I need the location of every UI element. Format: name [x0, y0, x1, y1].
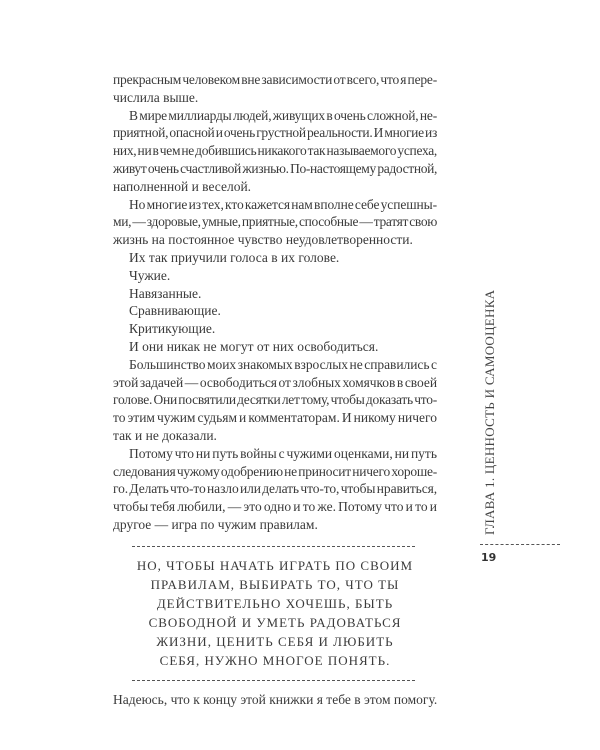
text-line: Потому что ни путь войны с чужими оценками, ни путь: [129, 445, 437, 461]
text-line: приятной, опасной и очень грустной реальности. И многие из: [113, 125, 437, 141]
quote-bottom-divider: [132, 680, 415, 681]
text-line: так и не доказали.: [113, 427, 217, 443]
pull-quote: [113, 556, 437, 670]
text-line: голове. Они посвятили десятки лет тому, чтобы доказать что-: [113, 392, 437, 408]
text-line: ми, — здоровые, умные, приятные, способные — тратят свою: [113, 214, 437, 230]
text-line: Навязанные.: [129, 285, 202, 301]
quote-line: СВОБОДНОЙ И УМЕТЬ РАДОВАТЬСЯ: [148, 615, 402, 630]
text-line: Сравнивающие.: [129, 303, 221, 319]
body-text: [113, 71, 437, 534]
text-line: прекрасным человеком вне зависимости от всего, что я пере-: [113, 72, 437, 87]
text-line: Их так приучили голоса в их голове.: [129, 249, 340, 265]
quote-line: ПРАВИЛАМ, ВЫБИРАТЬ ТО, ЧТО ТЫ: [150, 577, 400, 592]
text-line: то этим чужим судьям и комментаторам. И никому ничего: [113, 410, 437, 426]
page-number: 19: [481, 551, 497, 564]
text-line: наполненной и веселой.: [113, 178, 252, 194]
closing-paragraph: Надеюсь, что к концу этой книжки я тебе в этом помогу.: [113, 692, 438, 707]
text-line: числила выше.: [113, 89, 199, 105]
text-line: следования чужому одобрению не приносит ничего хороше-: [113, 463, 437, 479]
quote-top-divider: [132, 546, 415, 547]
text-line: жизнь на постоянное чувство неудовлетворенности.: [113, 232, 413, 248]
quote-line: ДЕЙСТВИТЕЛЬНО ХОЧЕШЬ, БЫТЬ: [156, 596, 394, 611]
text-line: другое — игра по чужим правилам.: [113, 516, 318, 532]
text-line: го. Делать что-то назло или делать что-то, чтобы нравиться,: [113, 481, 437, 497]
text-line: И они никак не могут от них освободиться.: [129, 338, 379, 354]
text-line: Чужие.: [129, 267, 171, 283]
text-line: них, ни в чем не добившись никакого так называемого успеха,: [113, 143, 437, 159]
text-line: этой задачей — освободиться от злобных хомячков в своей: [113, 374, 437, 390]
text-line: Критикующие.: [129, 321, 216, 337]
running-head: ГЛАВА 1. ЦЕННОСТЬ И САМООЦЕНКА: [482, 289, 497, 535]
quote-line: ЖИЗНИ, ЦЕНИТЬ СЕБЯ И ЛЮБИТЬ: [156, 634, 394, 649]
quote-line: НО, ЧТОБЫ НАЧАТЬ ИГРАТЬ ПО СВОИМ: [136, 558, 414, 573]
text-line: В мире миллиарды людей, живущих в очень сложной, не-: [129, 107, 437, 123]
text-line: Но многие из тех, кто кажется нам вполне себе успешны-: [129, 196, 437, 212]
text-line: живут очень счастливой жизнью. По-настоящему радостной,: [113, 160, 437, 176]
text-line: Большинство моих знакомых взрослых не справились с: [129, 356, 437, 372]
page-number-divider: [480, 544, 560, 545]
quote-line: СЕБЯ, НУЖНО МНОГОЕ ПОНЯТЬ.: [159, 653, 391, 668]
text-line: чтобы тебя любили, — это одно и то же. Потому что и то и: [113, 499, 437, 515]
